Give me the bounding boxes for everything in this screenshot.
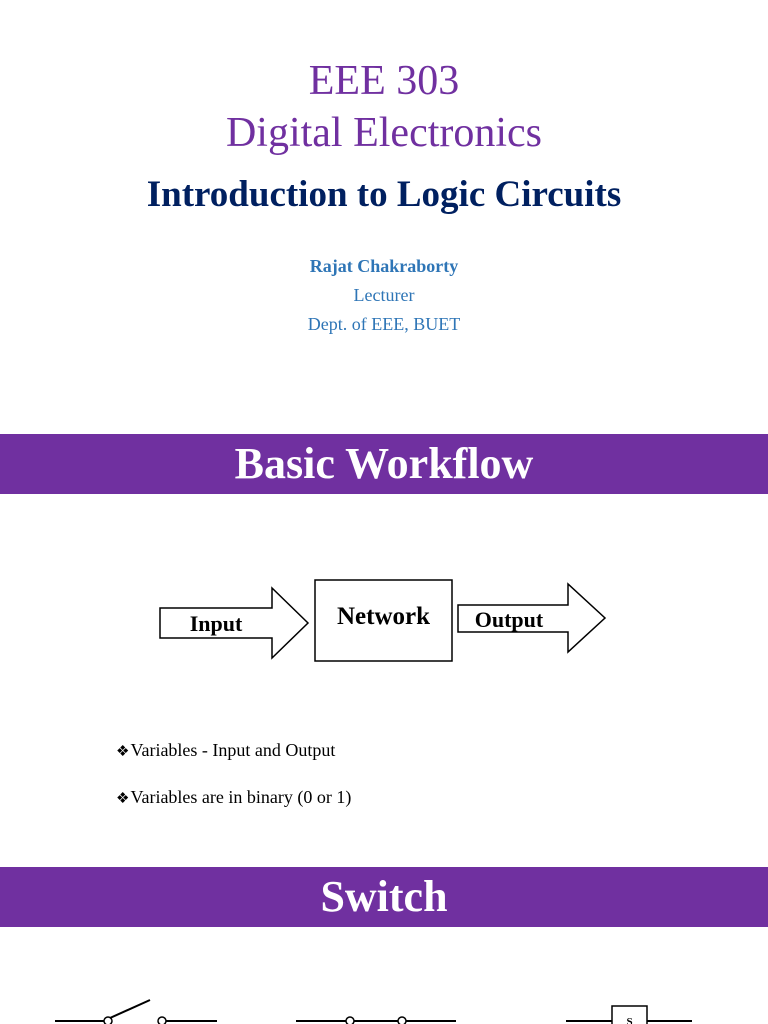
- bullet-item: [116, 785, 351, 811]
- course-code: EEE 303: [308, 58, 460, 104]
- lecture-title: Introduction to Logic Circuits: [146, 174, 622, 215]
- author-role: Lecturer: [353, 285, 415, 305]
- output-arrow: [458, 584, 605, 652]
- network-box: [315, 580, 452, 661]
- diamond-bullet-icon: ❖: [116, 744, 130, 760]
- basic-workflow-heading: Basic Workflow: [0, 434, 768, 494]
- course-name: Digital Electronics: [225, 110, 543, 156]
- network-label: Network: [336, 603, 431, 630]
- output-label: Output: [474, 607, 544, 632]
- author-name: Rajat Chakraborty: [309, 256, 459, 276]
- input-arrow: [160, 588, 308, 658]
- author-department: Dept. of EEE, BUET: [307, 314, 461, 334]
- closed-switch-symbol: [296, 1017, 456, 1024]
- workflow-diagram: [0, 570, 768, 680]
- switch-heading: Switch: [0, 867, 768, 927]
- bullet-text: Variables are in binary (0 or 1): [130, 787, 352, 807]
- switch-box-symbol: [566, 1006, 692, 1024]
- switch-diagrams: [0, 990, 768, 1024]
- bullet-text: Variables - Input and Output: [130, 740, 336, 760]
- open-switch-symbol: [55, 1000, 217, 1024]
- bullet-item: [116, 738, 335, 764]
- diamond-bullet-icon: ❖: [116, 791, 130, 807]
- switch-box-label: S: [626, 1016, 633, 1024]
- input-label: Input: [189, 611, 243, 636]
